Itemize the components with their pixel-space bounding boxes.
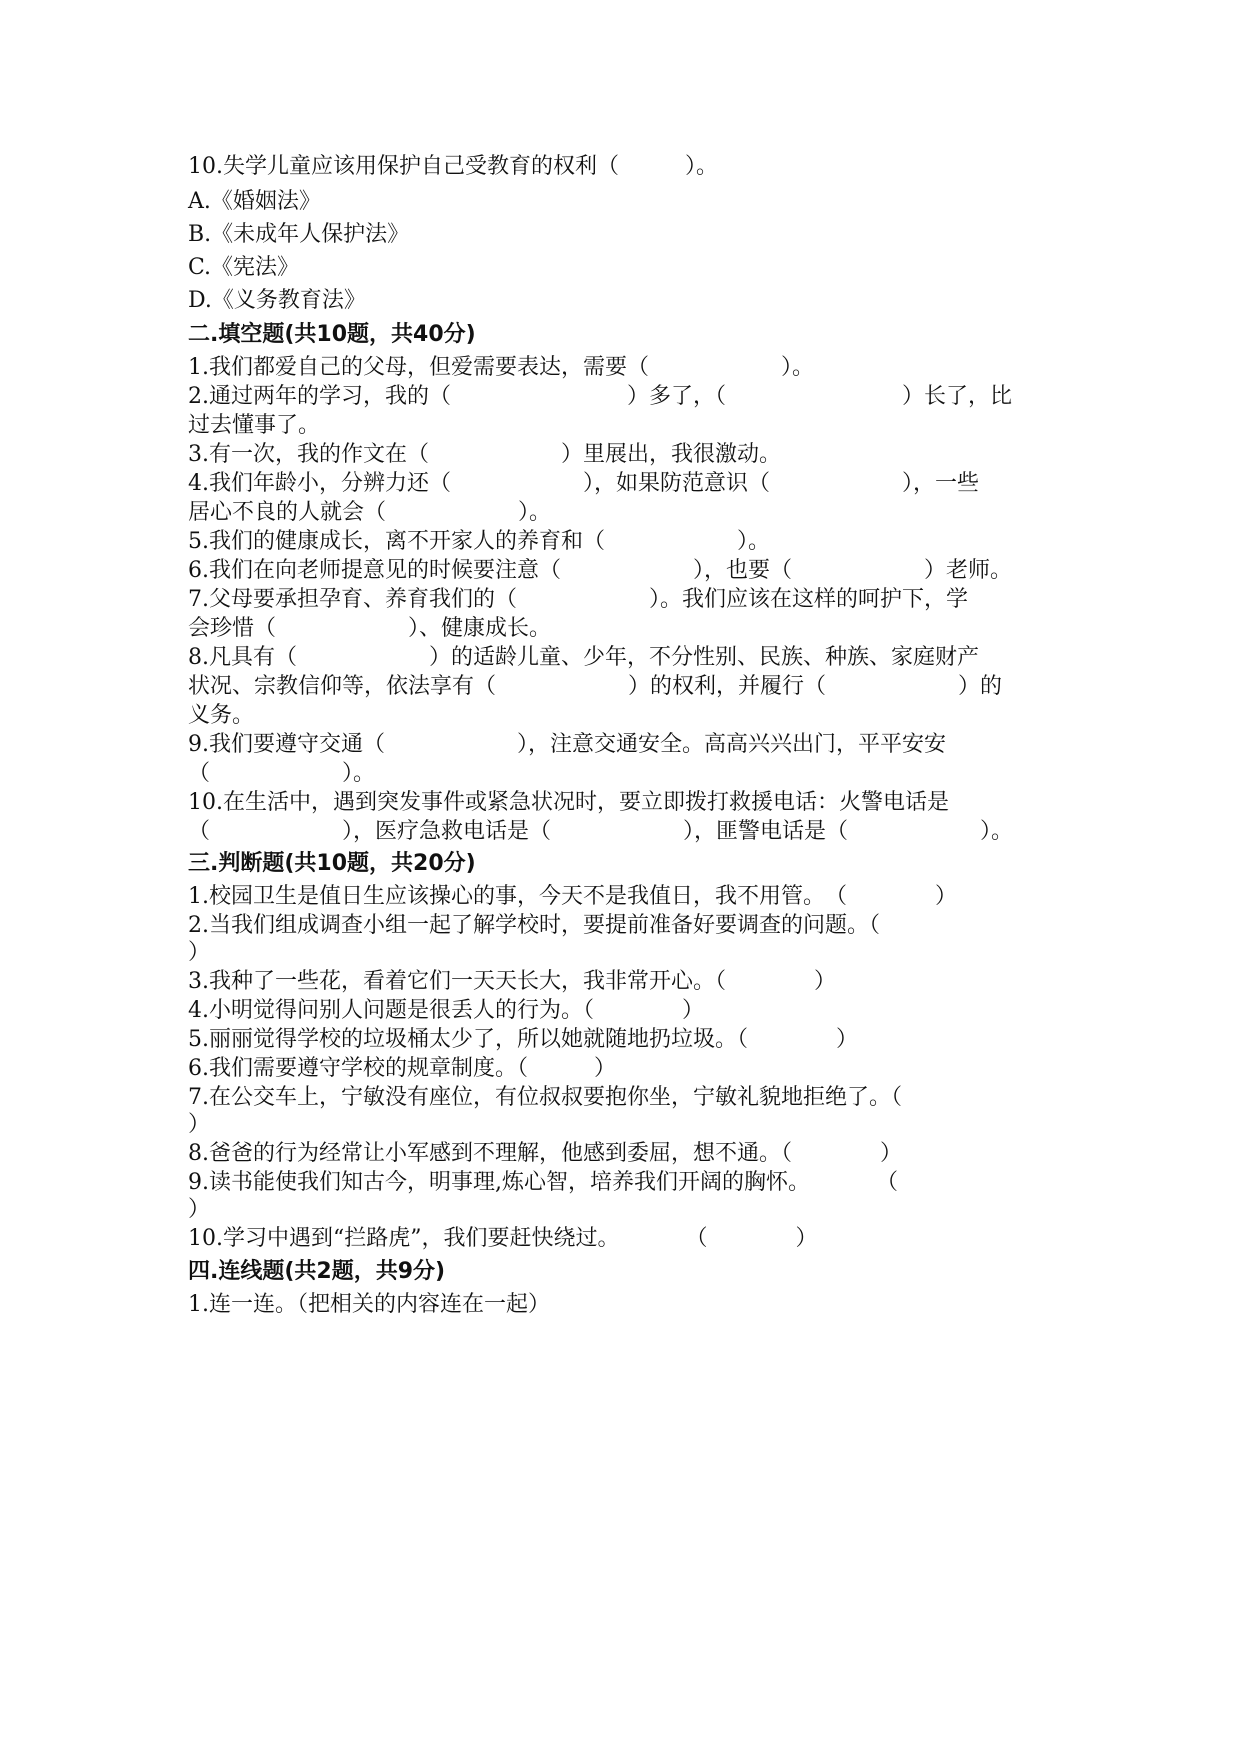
option-b: B.《未成年人保护法》 bbox=[188, 222, 410, 247]
option-a: A.《婚姻法》 bbox=[188, 189, 321, 214]
question-line: 10.在生活中，遇到突发事件或紧急状况时，要立即拨打救援电话：火警电话是 bbox=[188, 790, 949, 815]
question-line: 会珍惜（ ）、健康成长。 bbox=[188, 616, 552, 641]
question-line: 义务。 bbox=[188, 703, 255, 728]
question-line: （ ），医疗急救电话是（ ），匪警电话是（ ）。 bbox=[188, 819, 1014, 844]
option-d: D.《义务教育法》 bbox=[188, 288, 366, 313]
question-line: 6.我们在向老师提意见的时候要注意（ ），也要（ ）老师。 bbox=[188, 558, 1012, 583]
question-line: 2.通过两年的学习，我的（ ）多了，（ ）长了，比 bbox=[188, 384, 1012, 409]
question-line: 4.我们年龄小，分辨力还（ ），如果防范意识（ ），一些 bbox=[188, 471, 979, 496]
question-line: 状况、宗教信仰等，依法享有（ ）的权利，并履行（ ）的 bbox=[188, 674, 1003, 699]
question-line: 8.凡具有（ ）的适龄儿童、少年，不分性别、民族、种族、家庭财产 bbox=[188, 645, 979, 670]
question-line: 3.有一次，我的作文在（ ）里展出，我很激动。 bbox=[188, 442, 781, 467]
question-line: 4.小明觉得问别人问题是很丢人的行为。（ ） bbox=[188, 998, 704, 1023]
question-line: ） bbox=[188, 1197, 211, 1222]
question-line: 8.爸爸的行为经常让小军感到不理解，他感到委屈，想不通。（ ） bbox=[188, 1141, 902, 1166]
question-line: 1.连一连。（把相关的内容连在一起） bbox=[188, 1292, 550, 1317]
question-line: 过去懂事了。 bbox=[188, 413, 321, 438]
question-line: 1.我们都爱自己的父母，但爱需要表达，需要（ ）。 bbox=[188, 355, 814, 380]
section-heading: 三.判断题(共10题，共20分) bbox=[188, 851, 476, 876]
question-line: 6.我们需要遵守学校的规章制度。（ ） bbox=[188, 1056, 616, 1081]
question-line: 9.我们要遵守交通（ ），注意交通安全。高高兴兴出门，平平安安 bbox=[188, 732, 946, 757]
section-heading: 四.连线题(共2题，共9分) bbox=[188, 1259, 446, 1284]
question-line: 2.当我们组成调查小组一起了解学校时，要提前准备好要调查的问题。（ bbox=[188, 913, 880, 938]
question-line: 1.校园卫生是值日生应该操心的事，今天不是我值日，我不用管。 （ ） bbox=[188, 884, 957, 909]
question-line: 5.丽丽觉得学校的垃圾桶太少了，所以她就随地扔垃圾。（ ） bbox=[188, 1027, 858, 1052]
question-line: ） bbox=[188, 940, 211, 965]
question-line: 9.读书能使我们知古今，明事理,炼心智，培养我们开阔的胸怀。 （ bbox=[188, 1170, 898, 1195]
question-line: （ ）。 bbox=[188, 761, 376, 786]
question-line: 3.我种了一些花，看着它们一天天长大，我非常开心。（ ） bbox=[188, 969, 836, 994]
section-heading: 二.填空题(共10题，共40分) bbox=[188, 322, 476, 347]
question-line: 5.我们的健康成长，离不开家人的养育和（ ）。 bbox=[188, 529, 770, 554]
option-c: C.《宪法》 bbox=[188, 255, 300, 280]
question-line: 7.父母要承担孕育、养育我们的（ ）。我们应该在这样的呵护下，学 bbox=[188, 587, 968, 612]
question-line: 居心不良的人就会（ ）。 bbox=[188, 500, 552, 525]
question-stem: 10.失学儿童应该用保护自己受教育的权利（ ）。 bbox=[188, 154, 718, 179]
question-line: ） bbox=[188, 1112, 211, 1137]
question-line: 7.在公交车上，宁敏没有座位，有位叔叔要抱你坐，宁敏礼貌地拒绝了。（ bbox=[188, 1085, 902, 1110]
question-line: 10.学习中遇到“拦路虎”，我们要赶快绕过。 （ ） bbox=[188, 1226, 818, 1251]
